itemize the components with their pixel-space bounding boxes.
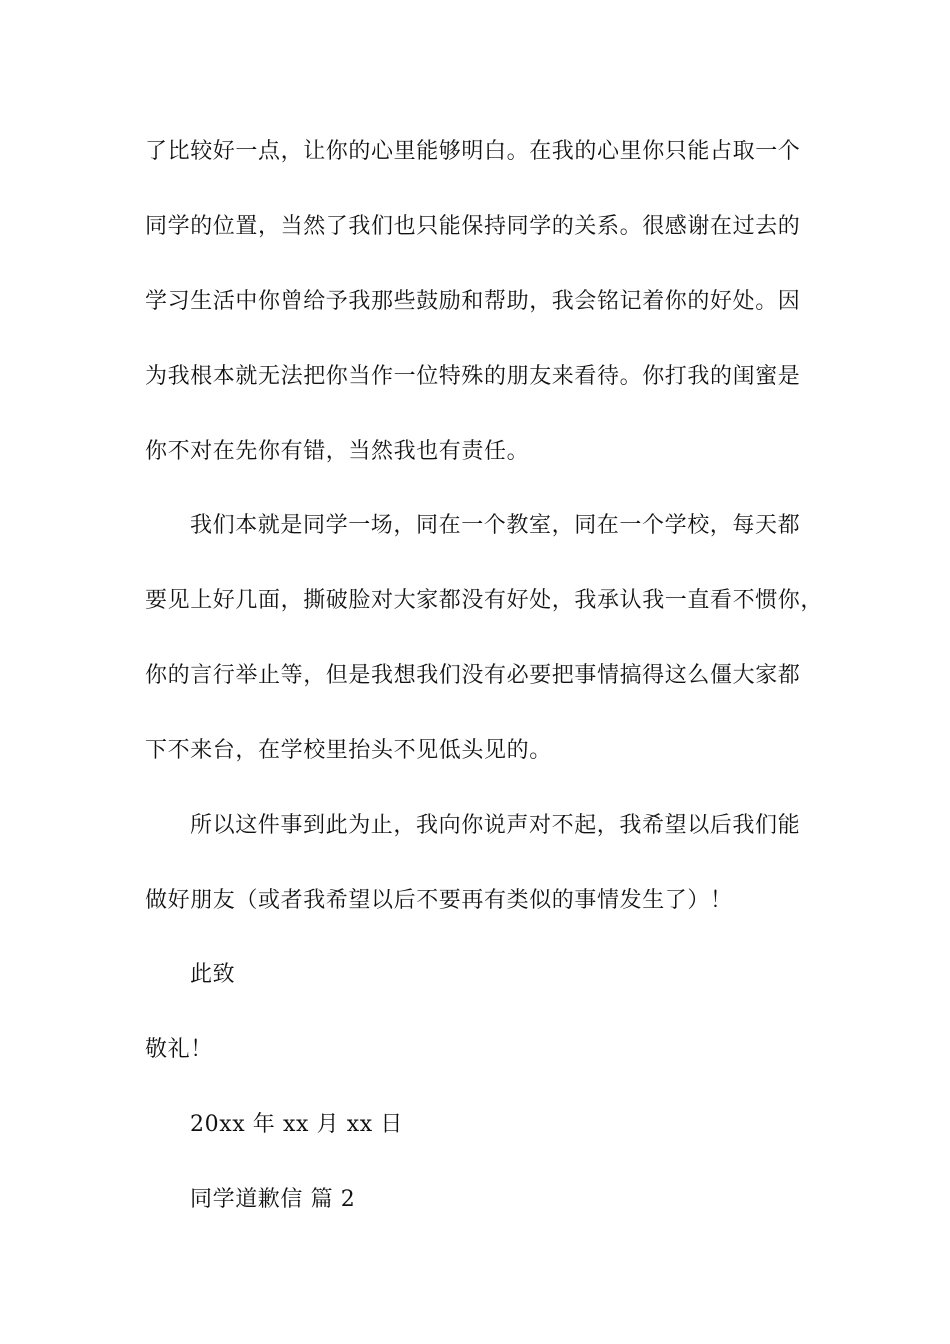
paragraph-line: 要见上好几面，撕破脸对大家都没有好处，我承认我一直看不惯你， (145, 588, 824, 613)
section-heading: 同学道歉信 篇 2 (190, 1187, 356, 1212)
closing-regards: 敬礼！ (145, 1037, 213, 1062)
paragraph-line: 你不对在先你有错，当然我也有责任。 (145, 439, 530, 464)
paragraph-line: 了比较好一点，让你的心里能够明白。在我的心里你只能占取一个 (145, 139, 801, 164)
paragraph-line: 做好朋友（或者我希望以后不要再有类似的事情发生了）！ (145, 888, 733, 913)
paragraph-line: 你的言行举止等，但是我想我们没有必要把事情搞得这么僵大家都 (145, 663, 801, 688)
closing-salutation: 此致 (190, 962, 236, 987)
paragraph-line: 我们本就是同学一场，同在一个教室，同在一个学校，每天都 (190, 513, 801, 538)
letter-date: 20xx 年 xx 月 xx 日 (190, 1112, 404, 1137)
paragraph-line: 学习生活中你曾给予我那些鼓励和帮助，我会铭记着你的好处。因 (145, 289, 801, 314)
paragraph-line: 下不来台，在学校里抬头不见低头见的。 (145, 738, 552, 763)
paragraph-line: 为我根本就无法把你当作一位特殊的朋友来看待。你打我的闺蜜是 (145, 364, 801, 389)
paragraph-line: 同学的位置，当然了我们也只能保持同学的关系。很感谢在过去的 (145, 214, 801, 239)
paragraph-line: 所以这件事到此为止，我向你说声对不起，我希望以后我们能 (190, 813, 801, 838)
